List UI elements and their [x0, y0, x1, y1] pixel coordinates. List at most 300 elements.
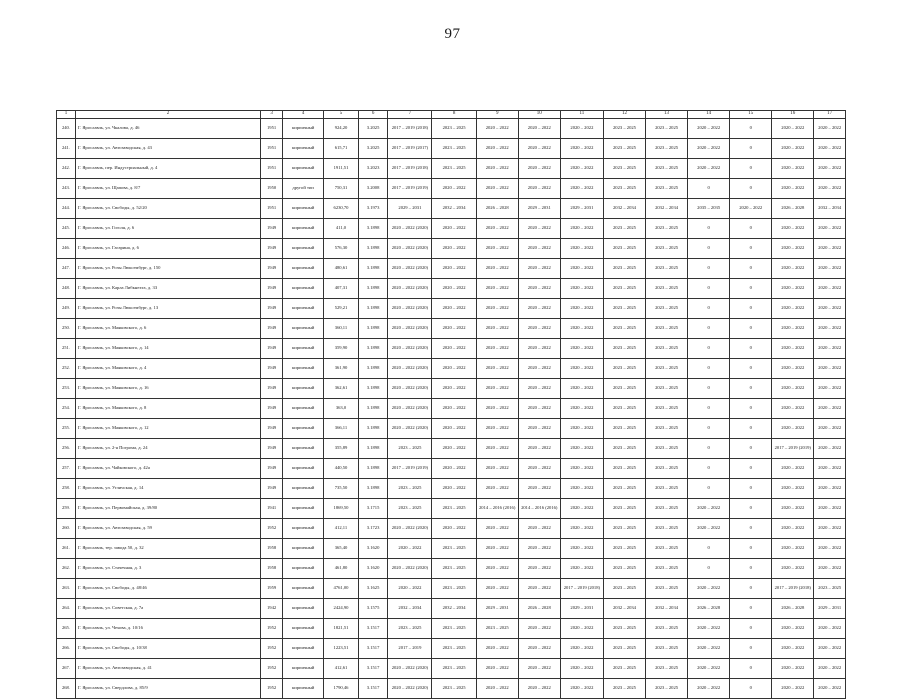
table-cell: 2020 – 2022	[772, 179, 814, 199]
table-cell: 2020 – 2022	[476, 259, 518, 279]
table-cell: 1223,51	[324, 639, 359, 659]
table-cell: 2020 – 2022	[518, 679, 560, 699]
table-cell: 3.1723	[358, 519, 387, 539]
table-cell: 1949	[261, 479, 283, 499]
table-cell: 0	[730, 619, 772, 639]
table-cell: 2026 – 2028	[688, 599, 730, 619]
page-number: 97	[444, 26, 461, 42]
table-cell: 2032 – 2034	[646, 599, 688, 619]
table-cell: 0	[730, 659, 772, 679]
table-cell: 3.1517	[358, 619, 387, 639]
table-cell: 2023 – 2025	[646, 459, 688, 479]
table-cell: 2020 – 2022	[476, 579, 518, 599]
table-row	[57, 659, 846, 679]
table-cell: 0	[688, 299, 730, 319]
table-cell: 256.	[57, 439, 76, 459]
table-cell: 2020 – 2022	[560, 259, 603, 279]
table-cell: 1911,51	[324, 159, 359, 179]
table-cell: кирпичный	[283, 579, 324, 599]
table-cell: 2023 – 2025	[646, 239, 688, 259]
table-cell: 2020 – 2022 (2020)	[388, 359, 432, 379]
table-cell: Г. Ярославль, ул. Свободы, д. 52/20	[75, 199, 260, 219]
table-cell: 251.	[57, 339, 76, 359]
header-cell: 7	[388, 111, 432, 119]
table-cell: 2020 – 2022	[518, 119, 560, 139]
table-cell: 2020 – 2022	[476, 379, 518, 399]
table-cell: 2020 – 2022	[814, 519, 846, 539]
table-cell: 2020 – 2022	[476, 239, 518, 259]
table-cell: 2020 – 2022	[688, 499, 730, 519]
table-cell: 3.2023	[358, 159, 387, 179]
table-cell: 2020 – 2022	[688, 519, 730, 539]
table-cell: Г. Ярославль, ул. Розы Люксембург, д. 150	[75, 259, 260, 279]
table-cell: 461,80	[324, 559, 359, 579]
table-cell: 2020 – 2022	[560, 299, 603, 319]
table-cell: 0	[730, 579, 772, 599]
table-cell: 262.	[57, 559, 76, 579]
table-cell: 245.	[57, 219, 76, 239]
table-cell: 2020 – 2022	[518, 259, 560, 279]
table-cell: 0	[730, 639, 772, 659]
table-cell: 2023 – 2025	[432, 639, 476, 659]
table-cell: 2020 – 2022	[772, 339, 814, 359]
table-cell: 576,30	[324, 239, 359, 259]
table-row	[57, 359, 846, 379]
table-cell: 6230,70	[324, 199, 359, 219]
table-cell: 2023 – 2025	[603, 179, 645, 199]
table-row	[57, 379, 846, 399]
table-cell: 1952	[261, 639, 283, 659]
table-cell: 242.	[57, 159, 76, 179]
table-cell: 2020 – 2022	[814, 119, 846, 139]
table-cell: Г. Ярославль, ул. Советская, д. 7а	[75, 599, 260, 619]
table-cell: Г. Ярославль, ул. Розы Люксембург, д. 13	[75, 299, 260, 319]
table-cell: 2020 – 2022	[518, 659, 560, 679]
table-cell: 2020 – 2022	[772, 679, 814, 699]
table-cell: 2023 – 2025	[646, 379, 688, 399]
table-cell: 250.	[57, 319, 76, 339]
table-cell: 1790,46	[324, 679, 359, 699]
table-row	[57, 339, 846, 359]
table-cell: 267.	[57, 659, 76, 679]
table-cell: 411,0	[324, 219, 359, 239]
table-cell: 2026 – 2028	[518, 599, 560, 619]
table-cell: 0	[688, 319, 730, 339]
table-cell: 1949	[261, 419, 283, 439]
table-cell: 1952	[261, 519, 283, 539]
table-cell: 0	[730, 339, 772, 359]
table-cell: кирпичный	[283, 399, 324, 419]
table-cell: 2020 – 2022	[518, 299, 560, 319]
table-cell: 412,11	[324, 519, 359, 539]
table-cell: 365,40	[324, 539, 359, 559]
table-cell: 0	[688, 439, 730, 459]
table-cell: 2020 – 2022	[388, 579, 432, 599]
table-cell: 2029 – 2031	[476, 599, 518, 619]
table-cell: 2023 – 2025	[603, 559, 645, 579]
table-cell: 246.	[57, 239, 76, 259]
table-cell: 2023 – 2025	[646, 539, 688, 559]
table-cell: 240.	[57, 119, 76, 139]
table-cell: кирпичный	[283, 219, 324, 239]
table-cell: кирпичный	[283, 559, 324, 579]
table-cell: 2023 – 2025	[603, 539, 645, 559]
table-cell: 2023 – 2025	[646, 299, 688, 319]
table-cell: 1949	[261, 239, 283, 259]
table-cell: 2424,90	[324, 599, 359, 619]
table-cell: 2020 – 2022	[772, 619, 814, 639]
table-cell: 2020 – 2022	[814, 279, 846, 299]
table-row	[57, 119, 846, 139]
table-cell: 2023 – 2025	[646, 579, 688, 599]
table-cell: 2020 – 2022	[772, 379, 814, 399]
table-cell: 2023 – 2025	[646, 499, 688, 519]
table-cell: 2023 – 2025	[603, 259, 645, 279]
table-cell: 2020 – 2022 (2020)	[388, 419, 432, 439]
table-cell: 2020 – 2022 (2020)	[388, 239, 432, 259]
header-cell: 16	[772, 111, 814, 119]
table-cell: 2020 – 2022	[476, 679, 518, 699]
housing-table	[56, 110, 846, 699]
table-cell: 2020 – 2022	[814, 439, 846, 459]
table-cell: Г. Ярославль, ул. Автозаводская, д. 59	[75, 519, 260, 539]
table-cell: 2020 – 2022	[560, 179, 603, 199]
table-cell: кирпичный	[283, 259, 324, 279]
table-cell: 2014 – 2016 (2016)	[518, 499, 560, 519]
header-cell: 4	[283, 111, 324, 119]
table-cell: 2020 – 2022	[688, 639, 730, 659]
table-cell: 0	[730, 539, 772, 559]
table-cell: 2023 – 2025	[603, 419, 645, 439]
table-cell: 2032 – 2034	[603, 599, 645, 619]
table-cell: 2020 – 2022	[814, 659, 846, 679]
table-cell: 2020 – 2022	[560, 279, 603, 299]
table-cell: Г. Ярославль, ул. Свободы, д. 48/46	[75, 579, 260, 599]
table-cell: 2023 – 2025	[603, 479, 645, 499]
table-cell: 2020 – 2022	[518, 459, 560, 479]
table-cell: 440,50	[324, 459, 359, 479]
header-cell: 2	[75, 111, 260, 119]
table-cell: другой тип	[283, 179, 324, 199]
table-cell: Г. Ярославль, ул. Чкалова, д. 46	[75, 119, 260, 139]
table-cell: 2020 – 2022	[560, 539, 603, 559]
table-cell: 2020 – 2022	[688, 159, 730, 179]
table-cell: 412,61	[324, 659, 359, 679]
table-cell: 362,61	[324, 379, 359, 399]
table-cell: Г. Ярославль, ул. Маяковского, д. 8	[75, 399, 260, 419]
table-cell: 529,21	[324, 299, 359, 319]
table-cell: 3.1898	[358, 399, 387, 419]
table-row	[57, 319, 846, 339]
table-cell: 2020 – 2022	[772, 419, 814, 439]
table-cell: 3.1898	[358, 459, 387, 479]
table-cell: 2020 – 2022	[432, 379, 476, 399]
table-row	[57, 439, 846, 459]
table-cell: 2032 – 2034	[432, 199, 476, 219]
table-cell: 2023 – 2025	[646, 619, 688, 639]
table-cell: 2020 – 2022	[476, 439, 518, 459]
table-cell: кирпичный	[283, 499, 324, 519]
header-cell: 8	[432, 111, 476, 119]
table-cell: 2020 – 2022	[772, 219, 814, 239]
table-cell: 2029 – 2031	[388, 199, 432, 219]
table-row	[57, 539, 846, 559]
table-cell: 2023 – 2025	[646, 479, 688, 499]
table-cell: 2020 – 2022	[772, 639, 814, 659]
table-cell: 0	[730, 459, 772, 479]
table-cell: 0	[688, 219, 730, 239]
table-cell: 260.	[57, 519, 76, 539]
table-cell: 2017 – 2019 (2018)	[388, 119, 432, 139]
table-cell: 2020 – 2022	[518, 379, 560, 399]
table-cell: 2023 – 2025	[432, 679, 476, 699]
table-cell: 615,71	[324, 139, 359, 159]
table-cell: 2017 – 2019	[388, 639, 432, 659]
table-cell: кирпичный	[283, 599, 324, 619]
table-cell: 257.	[57, 459, 76, 479]
table-cell: 0	[730, 499, 772, 519]
table-cell: 2023 – 2025	[603, 519, 645, 539]
table-cell: 3.1898	[358, 279, 387, 299]
table-cell: 2020 – 2022	[518, 319, 560, 339]
table-cell: 266.	[57, 639, 76, 659]
table-cell: 2023 – 2025	[646, 179, 688, 199]
table-cell: 2023 – 2025	[432, 559, 476, 579]
table-cell: 0	[730, 159, 772, 179]
table-cell: 1951	[261, 199, 283, 219]
table-row	[57, 519, 846, 539]
table-cell: 1949	[261, 259, 283, 279]
table-row	[57, 179, 846, 199]
table-cell: 2023 – 2025	[432, 159, 476, 179]
table-cell: кирпичный	[283, 539, 324, 559]
table-cell: 243.	[57, 179, 76, 199]
table-cell: 0	[688, 239, 730, 259]
table-cell: 2020 – 2022 (2020)	[388, 659, 432, 679]
table-cell: 2020 – 2022	[518, 339, 560, 359]
table-row	[57, 259, 846, 279]
table-cell: 0	[730, 359, 772, 379]
table-cell: 3.1898	[358, 219, 387, 239]
table-row	[57, 579, 846, 599]
table-row	[57, 619, 846, 639]
table-cell: 2020 – 2022	[432, 259, 476, 279]
table-cell: 2020 – 2022	[772, 539, 814, 559]
table-row	[57, 199, 846, 219]
table-cell: Г. Ярославль, ул. Автозаводская, д. 41	[75, 659, 260, 679]
table-cell: 1949	[261, 399, 283, 419]
table-cell: 0	[688, 419, 730, 439]
header-cell: 5	[324, 111, 359, 119]
table-cell: 2020 – 2022	[432, 479, 476, 499]
table-cell: кирпичный	[283, 159, 324, 179]
table-cell: 2020 – 2022	[560, 339, 603, 359]
table-cell: 3.1898	[358, 419, 387, 439]
table-row	[57, 239, 846, 259]
table-cell: 3.1898	[358, 479, 387, 499]
table-cell: 2020 – 2022	[432, 179, 476, 199]
table-cell: 2023 – 2025	[476, 619, 518, 639]
table-cell: 2020 – 2022	[518, 559, 560, 579]
table-cell: 2020 – 2022	[772, 259, 814, 279]
table-cell: 1949	[261, 359, 283, 379]
table-cell: 2020 – 2022	[688, 619, 730, 639]
table-cell: 2020 – 2022 (2020)	[388, 399, 432, 419]
table-cell: 0	[730, 259, 772, 279]
table-cell: 2023 – 2025	[646, 559, 688, 579]
table-cell: 2023 – 2025	[432, 659, 476, 679]
table-cell: 0	[730, 519, 772, 539]
table-cell: 2020 – 2022	[432, 459, 476, 479]
table-cell: 2032 – 2034	[603, 199, 645, 219]
table-row	[57, 499, 846, 519]
table-cell: кирпичный	[283, 239, 324, 259]
table-cell: 2020 – 2022	[688, 139, 730, 159]
table-cell: 1869,50	[324, 499, 359, 519]
table-cell: 480,61	[324, 259, 359, 279]
table-cell: Г. Ярославль, ул. Маяковского, д. 14	[75, 339, 260, 359]
table-cell: 2023 – 2025	[603, 339, 645, 359]
table-cell: 2020 – 2022	[772, 519, 814, 539]
table-cell: 2023 – 2025	[603, 279, 645, 299]
table-cell: 2020 – 2022 (2020)	[388, 519, 432, 539]
table-cell: Г. Ярославль, ул. Первомайская, д. 39/80	[75, 499, 260, 519]
header-cell: 1	[57, 111, 76, 119]
table-cell: 1952	[261, 619, 283, 639]
table-cell: 2020 – 2022	[560, 619, 603, 639]
table-cell: 0	[688, 259, 730, 279]
table-cell: 2020 – 2022	[814, 379, 846, 399]
table-cell: 2020 – 2022	[476, 219, 518, 239]
table-cell: 2023 – 2025	[646, 259, 688, 279]
table-cell: 2020 – 2022	[560, 159, 603, 179]
table-cell: Г. Ярославль, ул. Маяковского, д. 16	[75, 379, 260, 399]
table-cell: 2023 – 2025	[646, 399, 688, 419]
table-cell: 258.	[57, 479, 76, 499]
table-cell: 2020 – 2022	[560, 139, 603, 159]
table-cell: 2020 – 2022	[476, 319, 518, 339]
table-cell: 2020 – 2022	[560, 519, 603, 539]
table-cell: 2020 – 2022	[772, 279, 814, 299]
table-cell: 2023 – 2025	[646, 659, 688, 679]
table-cell: 3.1517	[358, 659, 387, 679]
table-cell: 2020 – 2022	[814, 219, 846, 239]
table-cell: 2020 – 2022 (2020)	[388, 279, 432, 299]
table-cell: 2023 – 2025	[432, 619, 476, 639]
table-cell: кирпичный	[283, 439, 324, 459]
table-cell: кирпичный	[283, 279, 324, 299]
table-cell: 1952	[261, 679, 283, 699]
table-cell: 2023 – 2025	[432, 579, 476, 599]
table-cell: 2020 – 2022	[772, 299, 814, 319]
table-cell: 2020 – 2022	[476, 179, 518, 199]
table-cell: 2020 – 2022	[476, 299, 518, 319]
table-cell: 3.1517	[358, 679, 387, 699]
table-cell: 2023 – 2025	[603, 579, 645, 599]
table-row	[57, 639, 846, 659]
table-cell: 1949	[261, 459, 283, 479]
table-cell: 0	[730, 219, 772, 239]
table-cell: 0	[730, 279, 772, 299]
table-cell: 2020 – 2022	[432, 419, 476, 439]
table-cell: кирпичный	[283, 359, 324, 379]
table-cell: 2020 – 2022 (2020)	[388, 299, 432, 319]
table-cell: 2020 – 2022	[432, 299, 476, 319]
table-cell: 2023 – 2025	[388, 479, 432, 499]
table-cell: 2023 – 2025	[646, 519, 688, 539]
table-cell: Г. Ярославль, ул. Чехова, д. 10/16	[75, 619, 260, 639]
table-cell: Г. Ярославль, ул. Маяковского, д. 12	[75, 419, 260, 439]
table-cell: 2020 – 2022	[730, 199, 772, 219]
table-cell: 1951	[261, 119, 283, 139]
table-cell: 1941	[261, 499, 283, 519]
table-cell: 3.1715	[358, 499, 387, 519]
table-cell: 2023 – 2025	[603, 639, 645, 659]
table-cell: 2020 – 2022	[518, 359, 560, 379]
table-cell: 2023 – 2025	[603, 319, 645, 339]
table-cell: кирпичный	[283, 379, 324, 399]
table-cell: 2020 – 2022	[432, 339, 476, 359]
table-cell: 1949	[261, 439, 283, 459]
table-cell: 247.	[57, 259, 76, 279]
table-cell: 0	[730, 379, 772, 399]
table-cell: Г. Ярославль, ул. Маяковского, д. 4	[75, 359, 260, 379]
table-cell: 2020 – 2022	[476, 639, 518, 659]
table-cell: Г. Ярославль, ул. Стачечная, д. 3	[75, 559, 260, 579]
header-cell: 11	[560, 111, 603, 119]
table-cell: 1942	[261, 599, 283, 619]
table-cell: Г. Ярославль, пер. Индустриальный, д. 4	[75, 159, 260, 179]
table-cell: 3.1517	[358, 639, 387, 659]
table-cell: 2020 – 2022	[688, 659, 730, 679]
table-cell: 2020 – 2022	[560, 379, 603, 399]
table-cell: 2032 – 2034	[388, 599, 432, 619]
table-cell: 1952	[261, 659, 283, 679]
table-cell: 2020 – 2022	[772, 499, 814, 519]
table-cell: 0	[730, 559, 772, 579]
table-cell: 2023 – 2025	[432, 539, 476, 559]
table-cell: 1951	[261, 159, 283, 179]
table-cell: 2020 – 2022	[814, 319, 846, 339]
table-cell: 2020 – 2022	[432, 519, 476, 539]
table-cell: 2020 – 2022	[432, 439, 476, 459]
table-cell: 2026 – 2028	[772, 199, 814, 219]
table-cell: 2020 – 2022	[772, 459, 814, 479]
table-row	[57, 279, 846, 299]
table-cell: 2023 – 2025	[603, 439, 645, 459]
table-row	[57, 159, 846, 179]
table-cell: 0	[730, 319, 772, 339]
table-cell: 2023 – 2025	[814, 579, 846, 599]
table-cell: 3.1898	[358, 379, 387, 399]
table-cell: 2023 – 2025	[646, 339, 688, 359]
header-cell: 15	[730, 111, 772, 119]
table-cell: 3.1898	[358, 239, 387, 259]
table-cell: 2023 – 2025	[646, 159, 688, 179]
table-row	[57, 299, 846, 319]
table-cell: 2020 – 2022	[560, 239, 603, 259]
table-cell: 0	[688, 459, 730, 479]
table-cell: 2020 – 2022	[518, 579, 560, 599]
table-cell: 2017 – 2019 (2019)	[388, 459, 432, 479]
table-cell: 0	[688, 339, 730, 359]
table-cell: 0	[688, 279, 730, 299]
table-cell: 1950	[261, 179, 283, 199]
table-cell: 2023 – 2025	[646, 439, 688, 459]
table-cell: 407,31	[324, 279, 359, 299]
table-cell: 2020 – 2022	[560, 119, 603, 139]
table-row	[57, 679, 846, 699]
